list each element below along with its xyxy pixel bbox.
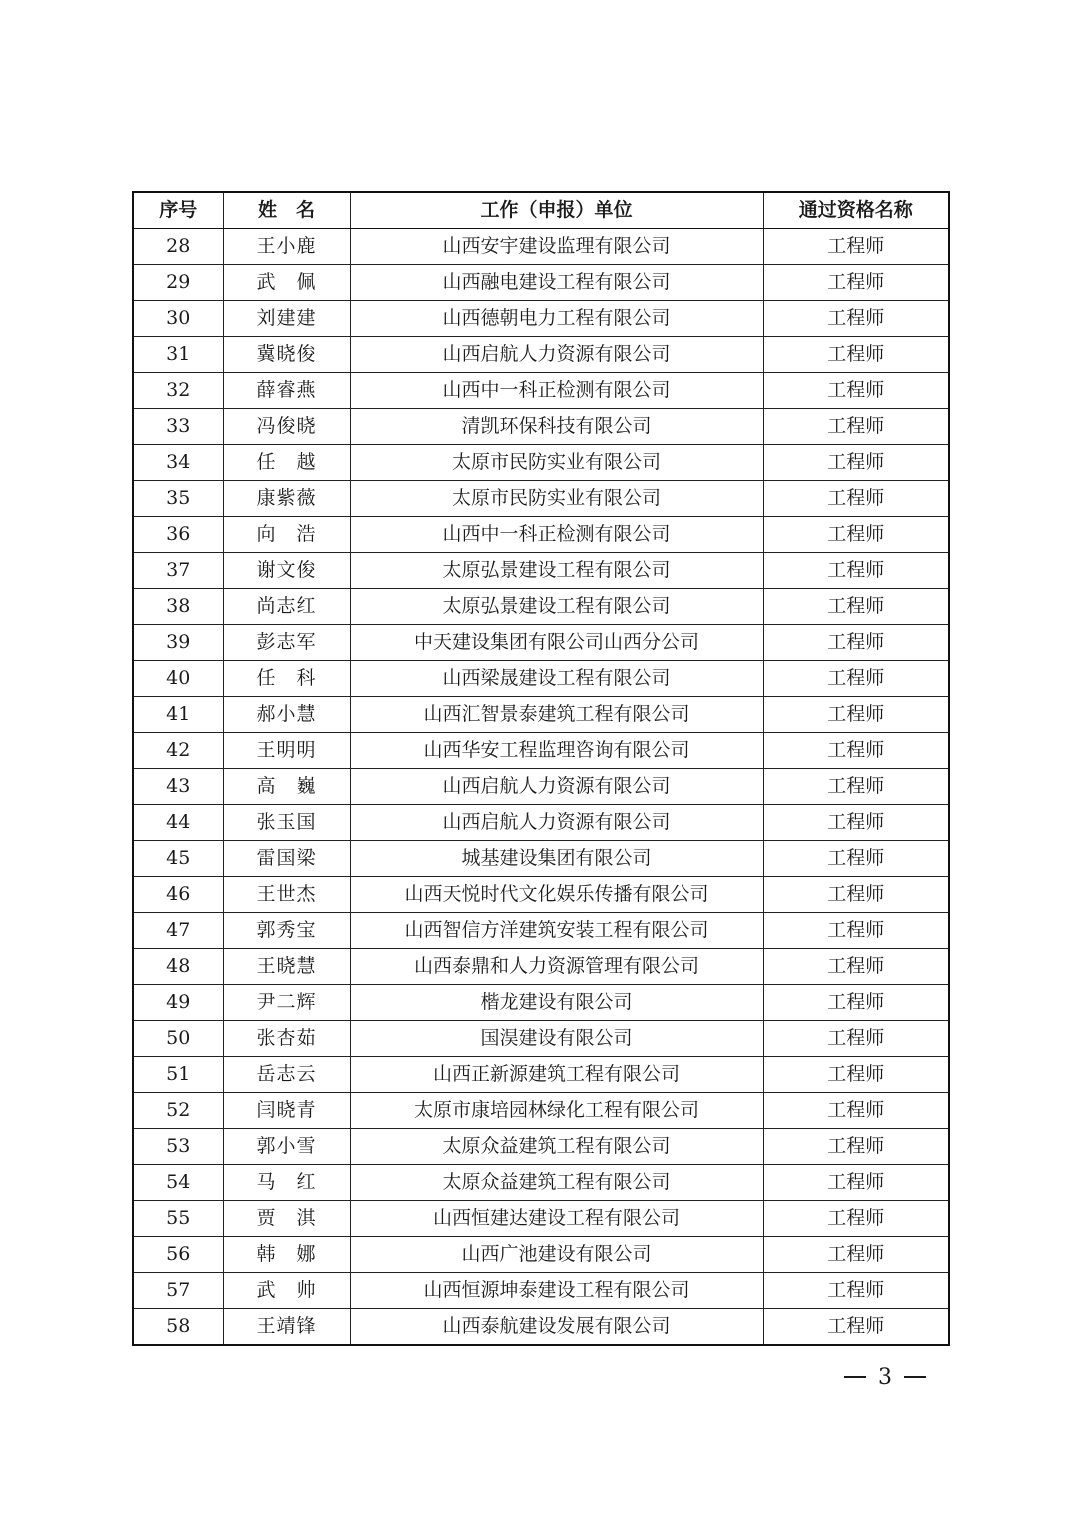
unit-cell: 山西华安工程监理咨询有限公司 xyxy=(350,733,763,769)
name-cell: 武 帅 xyxy=(223,1273,350,1309)
header-qualification: 通过资格名称 xyxy=(763,192,949,229)
page-number xyxy=(838,1360,932,1394)
table-row xyxy=(133,1201,949,1237)
table-body xyxy=(133,229,949,1346)
name-cell: 王靖锋 xyxy=(223,1309,350,1346)
qualification-cell: 工程师 xyxy=(763,1129,949,1165)
unit-cell: 山西恒源坤泰建设工程有限公司 xyxy=(350,1273,763,1309)
qualification-cell: 工程师 xyxy=(763,1093,949,1129)
qualification-cell: 工程师 xyxy=(763,373,949,409)
name-cell: 王世杰 xyxy=(223,877,350,913)
table-row xyxy=(133,697,949,733)
unit-cell: 山西恒建达建设工程有限公司 xyxy=(350,1201,763,1237)
table-row xyxy=(133,1273,949,1309)
table-row xyxy=(133,661,949,697)
name-cell: 康紫薇 xyxy=(223,481,350,517)
qualification-cell: 工程师 xyxy=(763,805,949,841)
table-row xyxy=(133,877,949,913)
qualification-cell: 工程师 xyxy=(763,697,949,733)
seq-cell: 48 xyxy=(133,949,223,985)
table-row xyxy=(133,913,949,949)
name-cell: 谢文俊 xyxy=(223,553,350,589)
name-cell: 任 越 xyxy=(223,445,350,481)
unit-cell: 山西启航人力资源有限公司 xyxy=(350,337,763,373)
seq-cell: 55 xyxy=(133,1201,223,1237)
unit-cell: 山西正新源建筑工程有限公司 xyxy=(350,1057,763,1093)
table-row xyxy=(133,985,949,1021)
qualification-cell: 工程师 xyxy=(763,1057,949,1093)
qualification-cell: 工程师 xyxy=(763,589,949,625)
unit-cell: 太原弘景建设工程有限公司 xyxy=(350,553,763,589)
table-row xyxy=(133,589,949,625)
seq-cell: 51 xyxy=(133,1057,223,1093)
name-cell: 冯俊晓 xyxy=(223,409,350,445)
name-cell: 王小鹿 xyxy=(223,229,350,265)
qualification-cell: 工程师 xyxy=(763,481,949,517)
seq-cell: 38 xyxy=(133,589,223,625)
qualification-cell: 工程师 xyxy=(763,1273,949,1309)
name-cell: 尚志红 xyxy=(223,589,350,625)
seq-cell: 32 xyxy=(133,373,223,409)
name-cell: 武 佩 xyxy=(223,265,350,301)
table-row xyxy=(133,229,949,265)
header-name: 姓 名 xyxy=(223,192,350,229)
qualification-cell: 工程师 xyxy=(763,265,949,301)
qualification-cell: 工程师 xyxy=(763,949,949,985)
qualification-table xyxy=(132,191,950,1346)
qualification-cell: 工程师 xyxy=(763,301,949,337)
table-row xyxy=(133,1165,949,1201)
table-header xyxy=(133,192,949,229)
seq-cell: 35 xyxy=(133,481,223,517)
unit-cell: 山西泰航建设发展有限公司 xyxy=(350,1309,763,1346)
seq-cell: 46 xyxy=(133,877,223,913)
qualification-cell: 工程师 xyxy=(763,229,949,265)
seq-cell: 30 xyxy=(133,301,223,337)
unit-cell: 山西广池建设有限公司 xyxy=(350,1237,763,1273)
unit-cell: 山西泰鼎和人力资源管理有限公司 xyxy=(350,949,763,985)
seq-cell: 43 xyxy=(133,769,223,805)
header-seq: 序号 xyxy=(133,192,223,229)
unit-cell: 楷龙建设有限公司 xyxy=(350,985,763,1021)
qualification-cell: 工程师 xyxy=(763,517,949,553)
name-cell: 郝小慧 xyxy=(223,697,350,733)
name-cell: 张玉国 xyxy=(223,805,350,841)
qualification-cell: 工程师 xyxy=(763,661,949,697)
table-row xyxy=(133,1129,949,1165)
qualification-cell: 工程师 xyxy=(763,409,949,445)
qualification-cell: 工程师 xyxy=(763,985,949,1021)
name-cell: 韩 娜 xyxy=(223,1237,350,1273)
seq-cell: 42 xyxy=(133,733,223,769)
qualification-cell: 工程师 xyxy=(763,445,949,481)
table-row xyxy=(133,517,949,553)
table-row xyxy=(133,301,949,337)
table-row xyxy=(133,1309,949,1346)
unit-cell: 清凯环保科技有限公司 xyxy=(350,409,763,445)
name-cell: 张杏茹 xyxy=(223,1021,350,1057)
name-cell: 高 巍 xyxy=(223,769,350,805)
seq-cell: 31 xyxy=(133,337,223,373)
seq-cell: 50 xyxy=(133,1021,223,1057)
seq-cell: 53 xyxy=(133,1129,223,1165)
table-row xyxy=(133,625,949,661)
seq-cell: 41 xyxy=(133,697,223,733)
table-row xyxy=(133,733,949,769)
name-cell: 冀晓俊 xyxy=(223,337,350,373)
name-cell: 郭秀宝 xyxy=(223,913,350,949)
unit-cell: 国淏建设有限公司 xyxy=(350,1021,763,1057)
seq-cell: 49 xyxy=(133,985,223,1021)
table-row xyxy=(133,1021,949,1057)
seq-cell: 56 xyxy=(133,1237,223,1273)
seq-cell: 39 xyxy=(133,625,223,661)
name-cell: 尹二辉 xyxy=(223,985,350,1021)
table-row xyxy=(133,337,949,373)
table-row xyxy=(133,1237,949,1273)
page-number-left-dash xyxy=(844,1376,866,1378)
unit-cell: 太原众益建筑工程有限公司 xyxy=(350,1165,763,1201)
name-cell: 马 红 xyxy=(223,1165,350,1201)
unit-cell: 城基建设集团有限公司 xyxy=(350,841,763,877)
qualification-cell: 工程师 xyxy=(763,1237,949,1273)
qualification-cell: 工程师 xyxy=(763,769,949,805)
qualification-cell: 工程师 xyxy=(763,553,949,589)
unit-cell: 山西启航人力资源有限公司 xyxy=(350,805,763,841)
name-cell: 贾 淇 xyxy=(223,1201,350,1237)
name-cell: 彭志军 xyxy=(223,625,350,661)
unit-cell: 太原市民防实业有限公司 xyxy=(350,445,763,481)
table-row xyxy=(133,1057,949,1093)
name-cell: 岳志云 xyxy=(223,1057,350,1093)
unit-cell: 山西中一科正检测有限公司 xyxy=(350,373,763,409)
table-row xyxy=(133,481,949,517)
seq-cell: 45 xyxy=(133,841,223,877)
unit-cell: 太原众益建筑工程有限公司 xyxy=(350,1129,763,1165)
seq-cell: 29 xyxy=(133,265,223,301)
seq-cell: 28 xyxy=(133,229,223,265)
unit-cell: 太原市康培园林绿化工程有限公司 xyxy=(350,1093,763,1129)
seq-cell: 37 xyxy=(133,553,223,589)
header-row xyxy=(133,192,949,229)
seq-cell: 52 xyxy=(133,1093,223,1129)
name-cell: 王明明 xyxy=(223,733,350,769)
table-row xyxy=(133,841,949,877)
table-row xyxy=(133,949,949,985)
qualification-cell: 工程师 xyxy=(763,625,949,661)
qualification-cell: 工程师 xyxy=(763,841,949,877)
unit-cell: 山西汇智景泰建筑工程有限公司 xyxy=(350,697,763,733)
qualification-cell: 工程师 xyxy=(763,1021,949,1057)
unit-cell: 山西梁晟建设工程有限公司 xyxy=(350,661,763,697)
seq-cell: 44 xyxy=(133,805,223,841)
seq-cell: 33 xyxy=(133,409,223,445)
seq-cell: 40 xyxy=(133,661,223,697)
table-row xyxy=(133,1093,949,1129)
qualification-cell: 工程师 xyxy=(763,1165,949,1201)
unit-cell: 山西融电建设工程有限公司 xyxy=(350,265,763,301)
unit-cell: 山西智信方洋建筑安装工程有限公司 xyxy=(350,913,763,949)
table-row xyxy=(133,769,949,805)
header-unit: 工作（申报）单位 xyxy=(350,192,763,229)
unit-cell: 太原弘景建设工程有限公司 xyxy=(350,589,763,625)
table-row xyxy=(133,553,949,589)
page-number-right-dash xyxy=(904,1376,926,1378)
name-cell: 郭小雪 xyxy=(223,1129,350,1165)
seq-cell: 57 xyxy=(133,1273,223,1309)
name-cell: 薛睿燕 xyxy=(223,373,350,409)
qualification-cell: 工程师 xyxy=(763,877,949,913)
seq-cell: 36 xyxy=(133,517,223,553)
unit-cell: 山西中一科正检测有限公司 xyxy=(350,517,763,553)
page-number-value: 3 xyxy=(878,1364,892,1390)
seq-cell: 58 xyxy=(133,1309,223,1346)
name-cell: 王晓慧 xyxy=(223,949,350,985)
unit-cell: 山西安宇建设监理有限公司 xyxy=(350,229,763,265)
name-cell: 闫晓青 xyxy=(223,1093,350,1129)
qualification-cell: 工程师 xyxy=(763,1201,949,1237)
unit-cell: 太原市民防实业有限公司 xyxy=(350,481,763,517)
seq-cell: 54 xyxy=(133,1165,223,1201)
name-cell: 刘建建 xyxy=(223,301,350,337)
unit-cell: 山西天悦时代文化娱乐传播有限公司 xyxy=(350,877,763,913)
unit-cell: 山西启航人力资源有限公司 xyxy=(350,769,763,805)
table-row xyxy=(133,265,949,301)
qualification-cell: 工程师 xyxy=(763,1309,949,1346)
name-cell: 雷国梁 xyxy=(223,841,350,877)
seq-cell: 34 xyxy=(133,445,223,481)
name-cell: 任 科 xyxy=(223,661,350,697)
seq-cell: 47 xyxy=(133,913,223,949)
qualification-cell: 工程师 xyxy=(763,733,949,769)
unit-cell: 山西德朝电力工程有限公司 xyxy=(350,301,763,337)
table-row xyxy=(133,805,949,841)
table-row xyxy=(133,445,949,481)
table-row xyxy=(133,409,949,445)
unit-cell: 中天建设集团有限公司山西分公司 xyxy=(350,625,763,661)
name-cell: 向 浩 xyxy=(223,517,350,553)
qualification-cell: 工程师 xyxy=(763,913,949,949)
qualification-cell: 工程师 xyxy=(763,337,949,373)
table-row xyxy=(133,373,949,409)
